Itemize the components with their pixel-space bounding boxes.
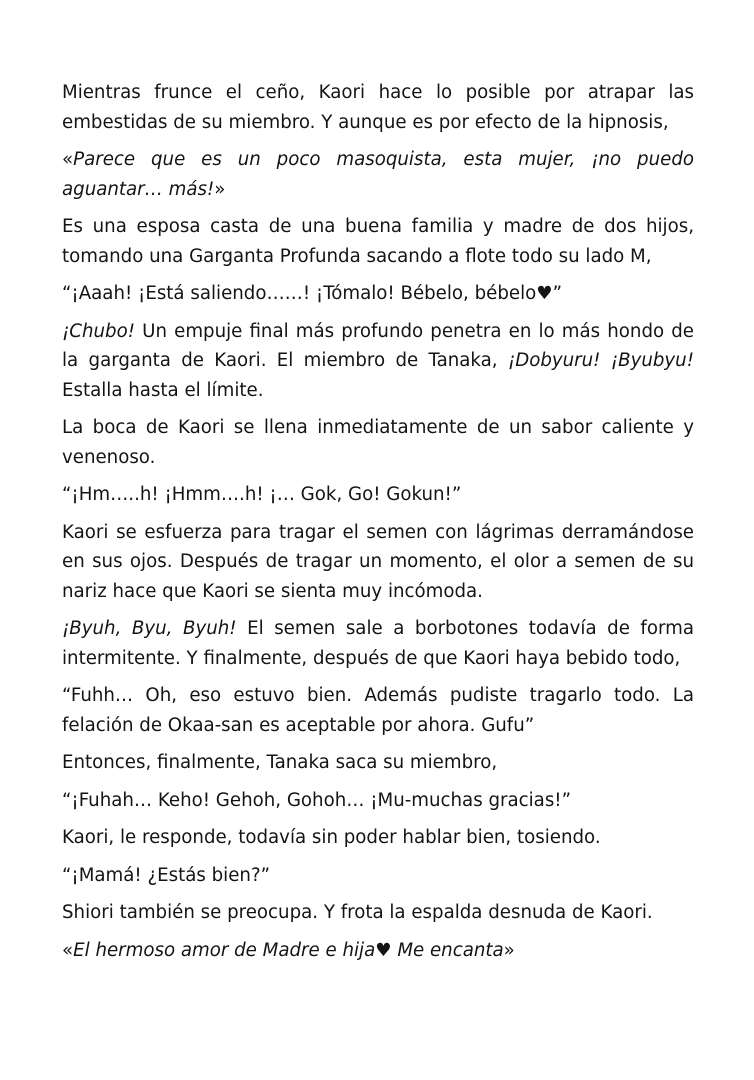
text-run: “¡Aaah! ¡Está saliendo……! ¡Tómalo! Bébelo, bébelo♥” <box>62 283 562 304</box>
text-run: La boca de Kaori se llena inmediatamente de un sabor caliente y venenoso. <box>62 417 694 468</box>
paragraph <box>62 413 694 472</box>
text-run: “¡Fuhah… Keho! Gehoh, Gohoh… ¡Mu-muchas gracias!” <box>62 789 572 811</box>
italic-text: El hermoso amor de Madre e hija <box>73 939 376 961</box>
text-run: Shiori también se preocupa. Y frota la espalda desnuda de Kaori. <box>62 902 653 923</box>
paragraph <box>62 898 694 928</box>
paragraph <box>62 212 694 271</box>
text-run: Mientras frunce el ceño, Kaori hace lo posible por atrapar las embestidas de su miembro. Y aunque es por efecto de la hipnosis, <box>62 82 694 133</box>
paragraph <box>62 317 694 406</box>
paragraph <box>62 823 694 853</box>
text-run: Entonces, finalmente, Tanaka saca su miembro, <box>62 752 498 773</box>
italic-text: Parece que es un poco masoquista, esta mujer, ¡no puedo aguantar… más! <box>62 149 694 200</box>
text-run: Estalla hasta el límite. <box>62 379 264 401</box>
paragraph <box>62 681 694 740</box>
paragraph <box>62 145 694 204</box>
text-run: « <box>62 149 74 170</box>
document-page <box>62 78 694 973</box>
italic-text: Me encanta <box>391 939 504 961</box>
text-run: » <box>214 178 226 200</box>
paragraph <box>62 861 694 891</box>
text-run: » <box>503 939 515 961</box>
italic-text: ¡Dobyuru! ¡Byubyu! <box>507 350 694 371</box>
text-run: Un empuje final más profundo penetra en lo más hondo de la garganta de Kaori. El miembro de Tanaka, <box>62 320 694 371</box>
text-run: « <box>62 939 74 961</box>
text-run: “Fuhh… Oh, eso estuvo bien. Además pudiste tragarlo todo. La felación de Okaa-san es aceptable por ahora. Gufu” <box>62 685 694 736</box>
text-run: Kaori se esfuerza para tragar el semen con lágrimas derramándose en sus ojos. Después de tragar un momento, el olor a semen de su nariz hace que Kaori se sienta muy incómoda. <box>62 521 694 602</box>
paragraph <box>62 936 694 966</box>
text-run: Es una esposa casta de una buena familia y madre de dos hijos, tomando una Garganta Profunda sacando a flote todo su lado M, <box>62 216 694 267</box>
italic-text: ¡Byuh, Byu, Byuh! <box>62 618 237 639</box>
paragraph <box>62 748 694 778</box>
paragraph <box>62 786 694 816</box>
paragraph <box>62 518 694 607</box>
text-run: “¡Mamá! ¿Estás bien?” <box>62 864 271 886</box>
paragraph <box>62 78 694 137</box>
italic-text: ¡Chubo! <box>62 320 136 342</box>
text-run: ♥ <box>375 939 392 961</box>
text-run: “¡Hm…..h! ¡Hmm….h! ¡… Gok, Go! Gokun!” <box>62 484 462 505</box>
paragraph <box>62 279 694 309</box>
paragraph <box>62 614 694 673</box>
text-run: El semen sale a borbotones todavía de forma intermitente. Y finalmente, después de que Kaori haya bebido todo, <box>62 618 694 669</box>
text-run: Kaori, le responde, todavía sin poder hablar bien, tosiendo. <box>62 827 601 848</box>
paragraph <box>62 480 694 510</box>
